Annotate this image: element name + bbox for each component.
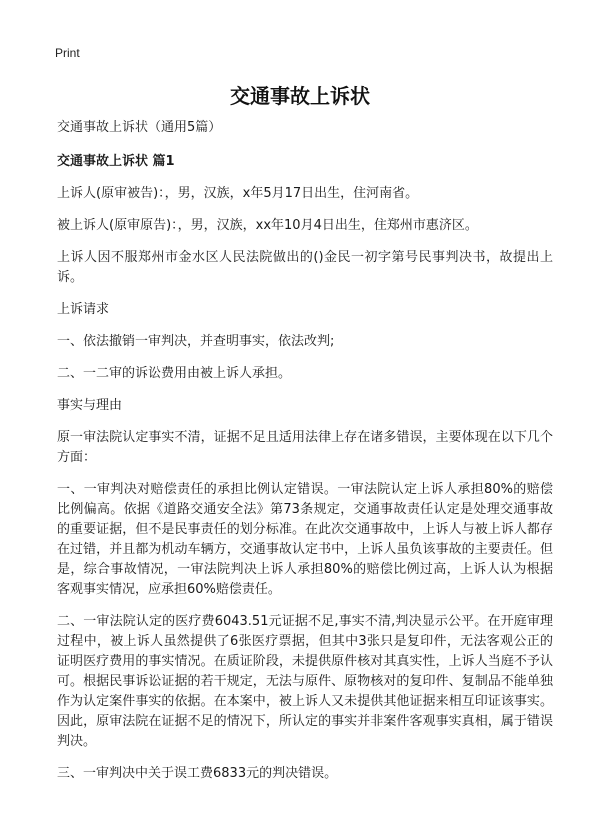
requests-heading: 上诉请求	[57, 302, 110, 317]
appeal-statement: 上诉人因不服郑州市金水区人民法院做出的()金民一初字第号民事判决书，故提出上诉。	[57, 250, 553, 285]
section-heading: 交通事故上诉状 篇1	[57, 154, 175, 169]
document-subtitle: 交通事故上诉状（通用5篇）	[57, 120, 222, 135]
document-title: 交通事故上诉状	[230, 84, 370, 108]
appellant-info: 上诉人(原审被告)：，男，汉族，x年5月17日出生，住河南省。	[57, 186, 419, 201]
reason-paragraph: 三、一审判决中关于误工费6833元的判决错误。	[57, 766, 338, 781]
reason-paragraph: 一、一审判决对赔偿责任的承担比例认定错误。一审法院认定上诉人承担80%的赔偿比例偏高。依据《道路交通安全法》第73条规定，交通事故责任认定是处理交通事故的重要证据，但不是民事责任的划分标准。在此次交通事故中，上诉人与被上诉人都存在过错，并且都为机动车辆方，交通事故认定书中，上诉人虽负该事故的主要责任。但是，综合事故情况，一审法院判决上诉人承担80%的赔偿比例过高，上诉人认为根据客观事实情况，应承担60%赔偿责任。	[57, 482, 553, 597]
print-link[interactable]: Print	[55, 46, 80, 60]
facts-intro: 原一审法院认定事实不清，证据不足且适用法律上存在诸多错误，主要体现在以下几个方面：	[57, 430, 553, 465]
appellee-info: 被上诉人(原审原告)：，男，汉族，xx年10月4日出生，住郑州市惠济区。	[57, 218, 478, 233]
reason-paragraph: 二、一审法院认定的医疗费6043.51元证据不足,事实不清,判决显示公平。在开庭审理过程中，被上诉人虽然提供了6张医疗票据，但其中3张只是复印件，无法客观公正的证明医疗费用的事实情况。在质证阶段，未提供原件核对其真实性，上诉人当庭不予认可。根据民事诉讼证据的若干规定，无法与原件、原物核对的复印件、复制品不能单独作为认定案件事实的依据。在本案中，被上诉人又未提供其他证据来相互印证该事实。因此，原审法院在证据不足的情况下，所认定的事实并非案件客观事实真相，属于错误判决。	[57, 614, 553, 749]
request-item: 二、一二审的诉讼费用由被上诉人承担。	[57, 366, 292, 381]
request-item: 一、依法撤销一审判决，并查明事实，依法改判;	[57, 334, 335, 349]
facts-heading: 事实与理由	[57, 398, 123, 413]
document-body	[57, 118, 553, 796]
